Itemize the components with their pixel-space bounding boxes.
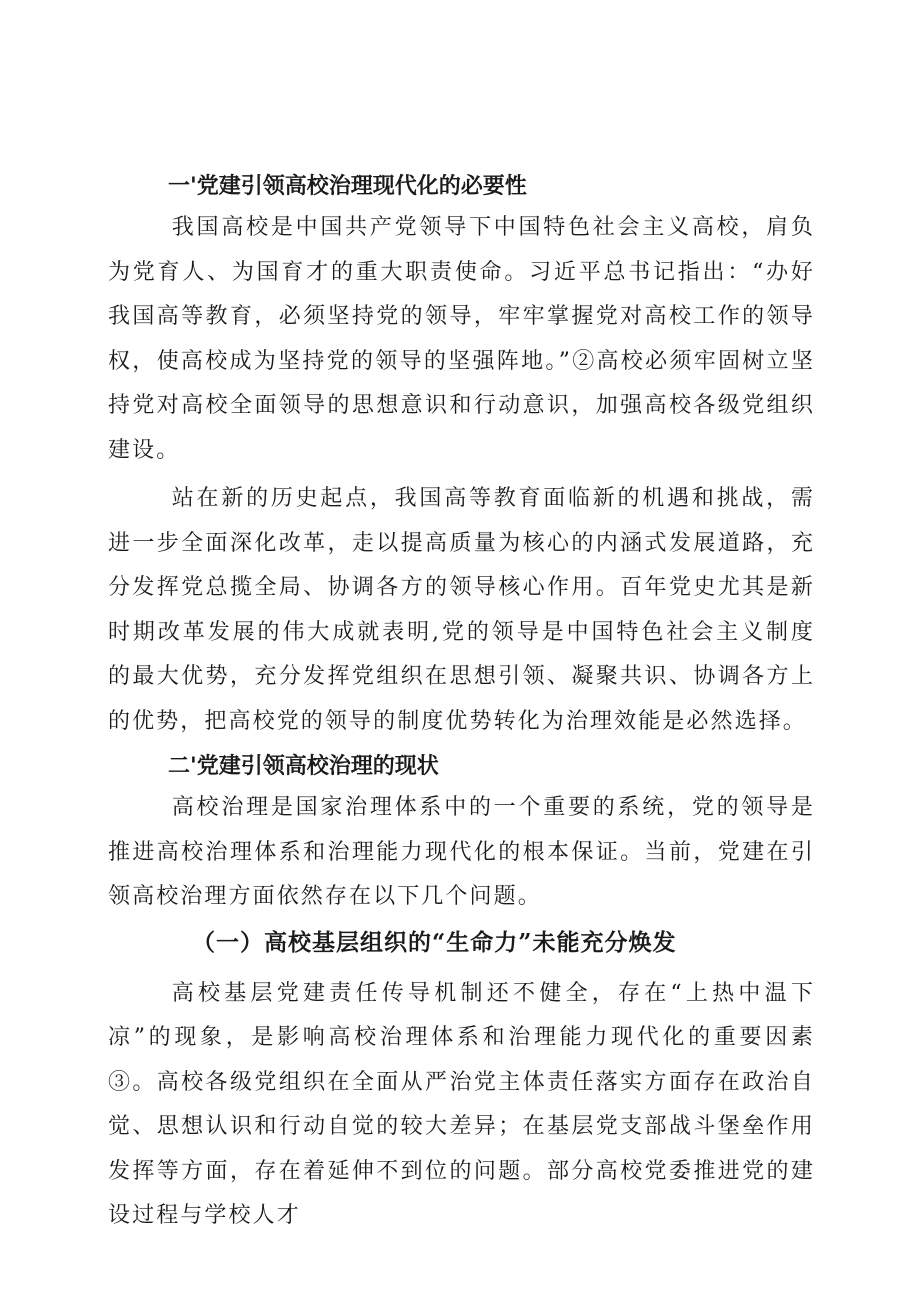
section-2-heading: 二'党建引领高校治理的现状 [168, 754, 439, 779]
document-body [108, 168, 815, 1239]
section-1-paragraph-1: 我国高校是中国共产党领导下中国特色社会主义高校，肩负为党育人、为国育才的重大职责使命。习近平总书记指出：“办好我国高等教育，必须坚持党的领导，牢牢掌握党对高校工作的领导权，使高校成为坚持党的领导的坚强阵地。”②高校必须牢固树立坚持党对高校全面领导的思想意识和行动意识，加强高校各级党组织建设。 [108, 215, 815, 463]
section-1-heading: 一'党建引领高校治理现代化的必要性 [168, 174, 527, 199]
section-1-paragraph-2: 站在新的历史起点，我国高等教育面临新的机遇和挑战，需进一步全面深化改革，走以提高质量为核心的内涵式发展道路，充分发挥党总揽全局、协调各方的领导核心作用。百年党史尤其是新时期改革发展的伟大成就表明,党的领导是中国特色社会主义制度的最大优势，充分发挥党组织在思想引领、凝聚共识、协调各方上的优势，把高校党的领导的制度优势转化为治理效能是必然选择。 [108, 486, 815, 734]
section-2-paragraph-1: 高校治理是国家治理体系中的一个重要的系统，党的领导是推进高校治理体系和治理能力现代化的根本保证。当前，党建在引领高校治理方面依然存在以下几个问题。 [108, 795, 815, 909]
subsection-1-paragraph-1: 高校基层党建责任传导机制还不健全，存在“上热中温下凉”的现象，是影响高校治理体系和治理能力现代化的重要因素③。高校各级党组织在全面从严治党主体责任落实方面存在政治自觉、思想认识和行动自觉的较大差异；在基层党支部战斗堡垒作用发挥等方面，存在着延伸不到位的问题。部分高校党委推进党的建设过程与学校人才 [108, 980, 815, 1228]
subsection-1-heading: （一）高校基层组织的“生命力”未能充分焕发 [192, 928, 677, 956]
